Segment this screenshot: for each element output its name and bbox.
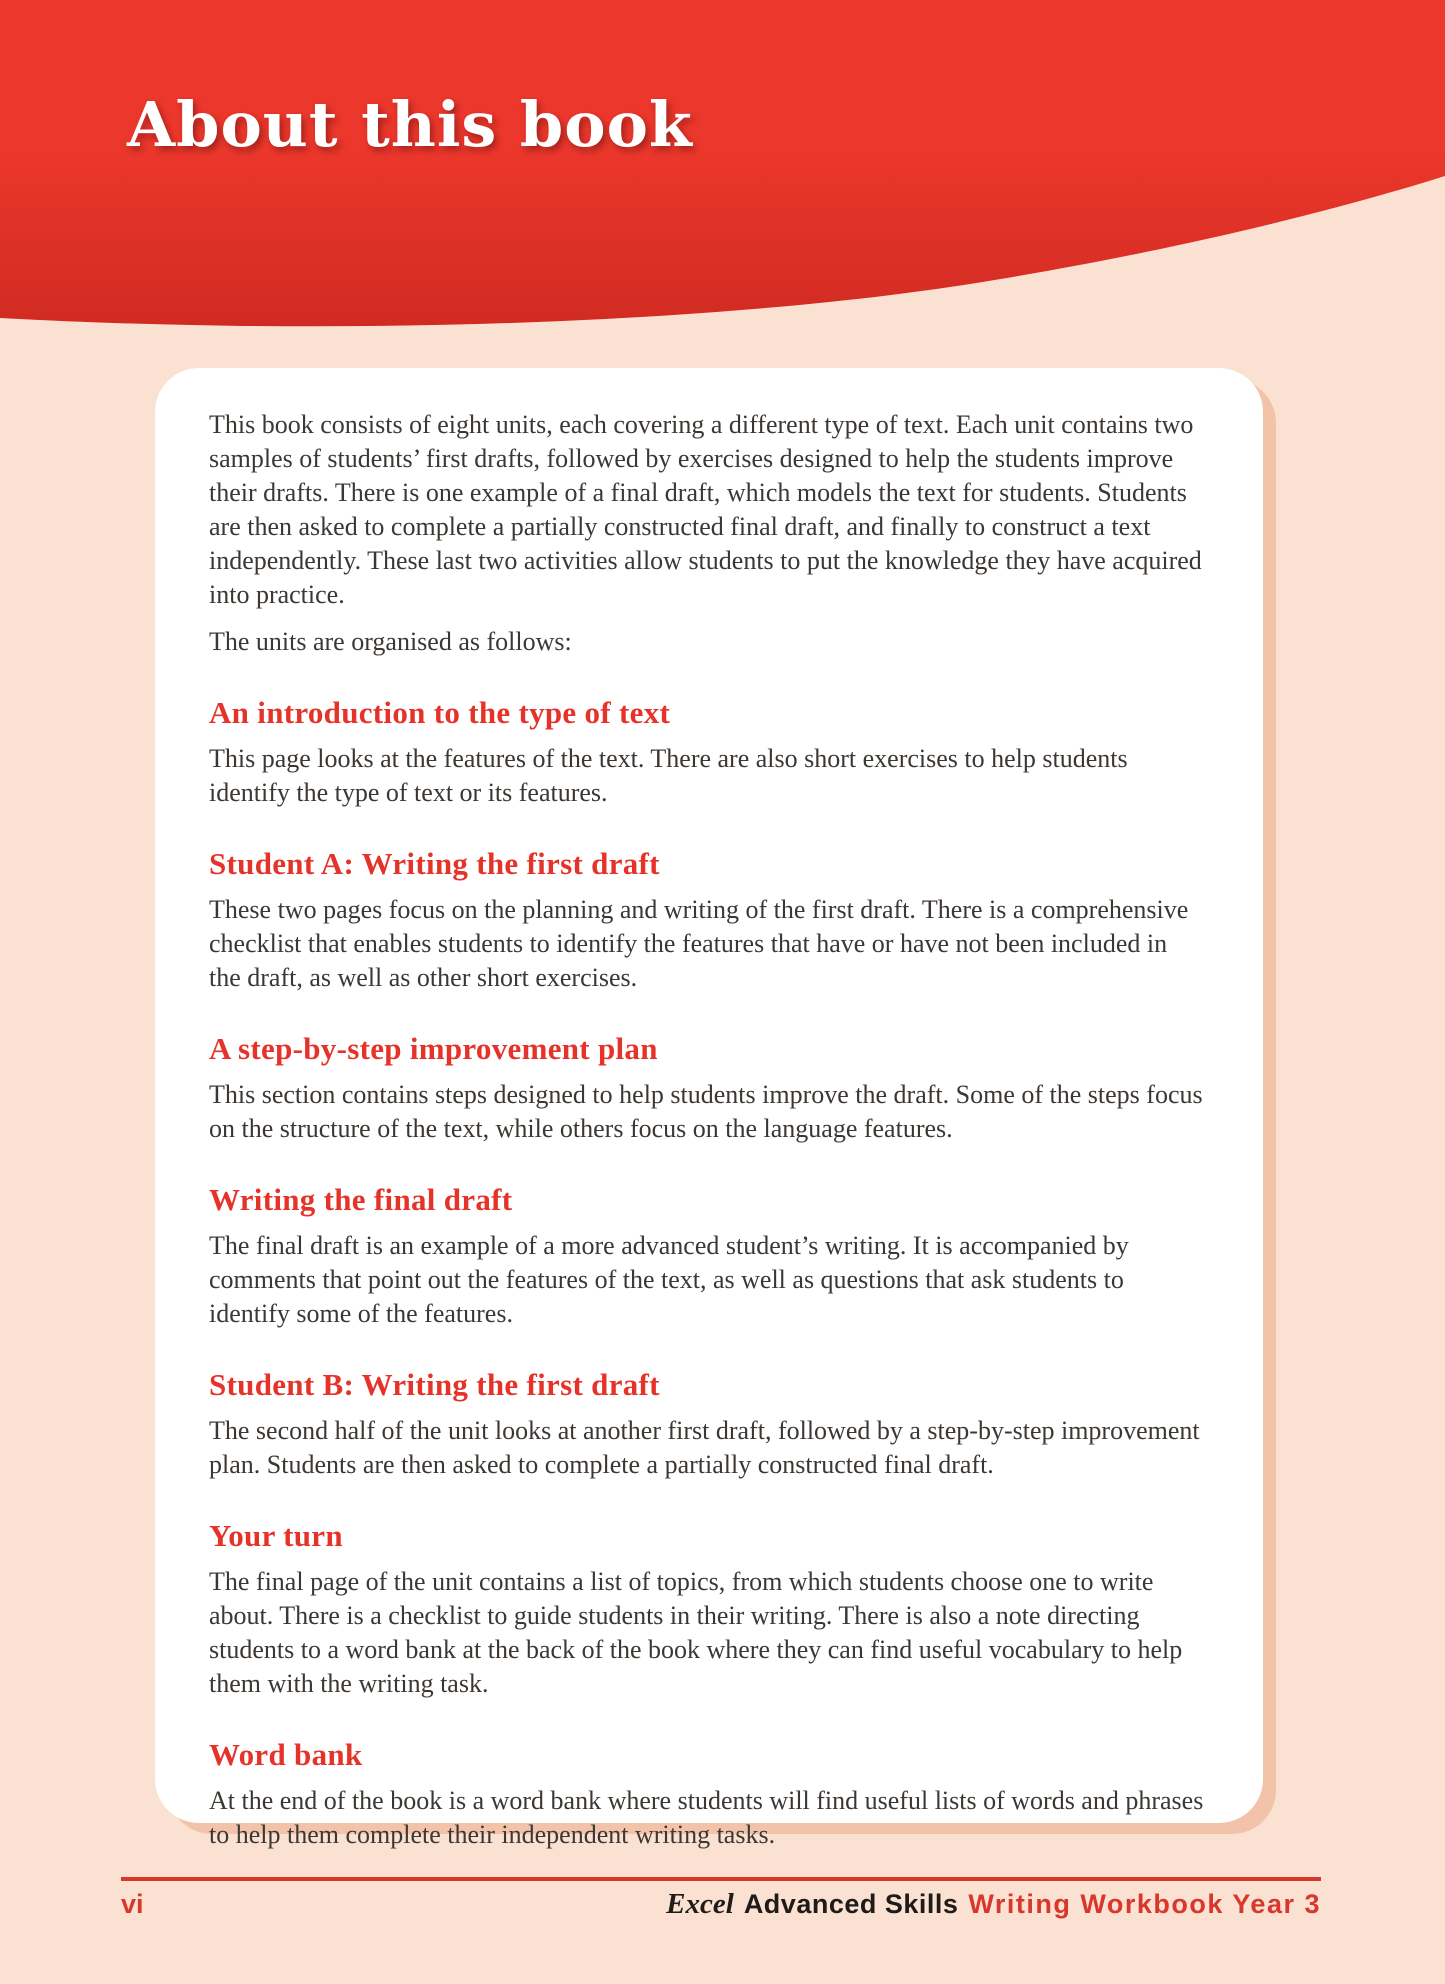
book-section	[209, 1737, 1205, 1852]
section-heading: A step-by-step improvement plan	[209, 1031, 658, 1066]
content-card	[155, 368, 1263, 1849]
section-body: The second half of the unit looks at another first draft, followed by a step-by-step improvement plan. Students are then asked to complete a partially constructed final draft.	[209, 1416, 1200, 1479]
section-body: At the end of the book is a word bank where students will find useful lists of words and phrases to help them complete their independent writing tasks.	[209, 1786, 1204, 1849]
section-heading: An introduction to the type of text	[209, 695, 671, 730]
brand-excel: Excel	[666, 1888, 734, 1920]
section-body: This section contains steps designed to help students improve the draft. Some of the steps focus on the structure of the text, while others focus on the language features.	[209, 1080, 1203, 1143]
section-heading: Writing the final draft	[209, 1182, 513, 1217]
section-heading: Word bank	[209, 1737, 363, 1772]
section-body: The final draft is an example of a more advanced student’s writing. It is accompanied by comments that point out the features of the text, as well as questions that ask students to identify some of the features.	[209, 1231, 1129, 1328]
section-heading: Student A: Writing the first draft	[209, 846, 660, 881]
organised-line: The units are organised as follows:	[209, 627, 572, 656]
section-heading: Your turn	[209, 1518, 343, 1553]
book-section	[209, 1367, 1205, 1482]
section-heading: Student B: Writing the first draft	[209, 1367, 660, 1402]
brand-title: Writing Workbook Year 3	[968, 1889, 1321, 1919]
page-number: vi	[121, 1889, 144, 1919]
sections-container	[209, 695, 1205, 1852]
book-section	[209, 1182, 1205, 1331]
section-body: The final page of the unit contains a list of topics, from which students choose one to write about. There is a checklist to guide students in their writing. There is also a note directing students to a word bank at the back of the book where they can find useful vocabulary to help them with the writing task.	[209, 1567, 1183, 1698]
brand-series: Advanced Skills	[743, 1889, 959, 1919]
book-section	[209, 695, 1205, 810]
footer-brand	[666, 1888, 1321, 1921]
intro-paragraph: This book consists of eight units, each covering a different type of text. Each unit contains two samples of students’ first drafts, followed by exercises designed to help the students improve their drafts. There is one example of a final draft, which models the text for students. Students are then asked to complete a partially constructed final draft, and finally to construct a text independently. These last two activities allow students to put the knowledge they have acquired into practice.	[209, 410, 1202, 609]
section-body: These two pages focus on the planning and writing of the first draft. There is a comprehensive checklist that enables students to identify the features that have or have not been included in the draft, as well as other short exercises.	[209, 895, 1189, 992]
footer	[121, 1888, 1321, 1921]
book-section	[209, 1518, 1205, 1701]
book-section	[209, 1031, 1205, 1146]
footer-rule	[121, 1877, 1321, 1881]
section-body: This page looks at the features of the text. There are also short exercises to help students identify the type of text or its features.	[209, 744, 1128, 807]
header-banner	[0, 0, 1445, 360]
book-section	[209, 846, 1205, 995]
page-title: About this book	[127, 88, 693, 161]
header-curve-shape	[0, 0, 1445, 326]
